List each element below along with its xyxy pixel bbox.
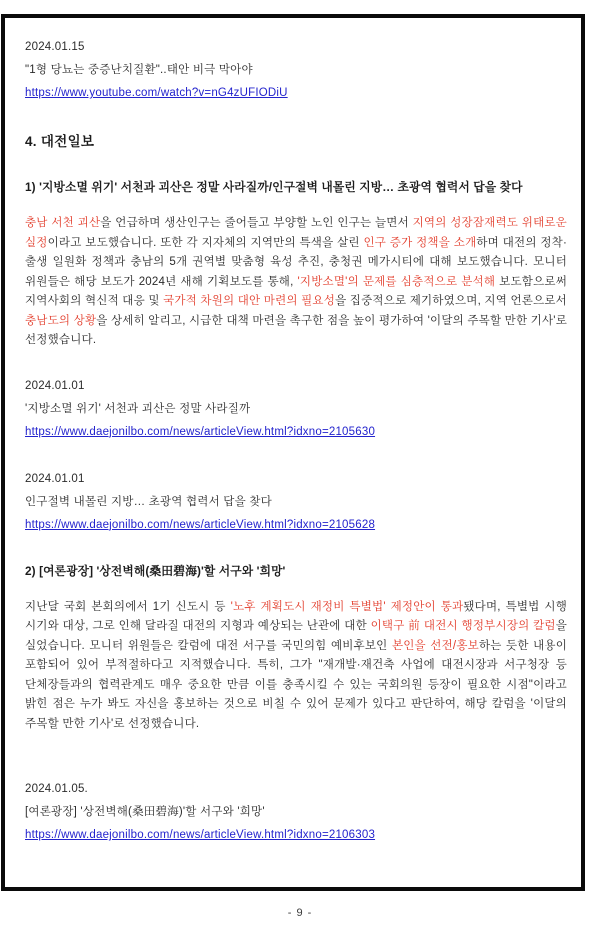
body-text: 하는 듯한 내용이 포함되어 있어 부적절하다고 지적했습니다. 특히, 그가 "재개발·재건축 사업에 대전시장과 서구청장 등 단체장들과의 협력관계도 매우 중요한 만큼 이를 충족시킬 수 있는 국회의원 등장이 필요한 시점"이라고 밝힌 점은 누가 봐도 자신을 홍보하는 것으로 비칠 수 있어 문제가 있다고 판단하여, 해당 칼럼을 '이달의 주목할 만한 기사'로 선정했습니다. <box>25 639 567 730</box>
highlighted-text: 충남도의 상황 <box>25 314 97 327</box>
article-title: "1형 당뇨는 중증난치질환"..태안 비극 막아야 <box>25 64 253 76</box>
body-text: 을 실었습니다. 모니터 위원들은 칼럼에 대전 서구를 국민의힘 예비후보인 <box>25 620 567 652</box>
top-article-block <box>25 36 567 105</box>
body-text: 이라고 보도했습니다. 또한 각 지자체의 지역만의 특색을 살린 <box>47 236 364 249</box>
highlighted-text: 본인을 선전/홍보 <box>391 639 479 652</box>
highlighted-text: 인구 증가 정책을 소개 <box>363 236 477 249</box>
item1-article-1 <box>25 375 567 444</box>
article-link[interactable]: https://www.youtube.com/watch?v=nG4zUFIODiU <box>25 87 288 99</box>
body-text: 을 언급하며 생산인구는 줄어들고 부양할 노인 인구는 늘면서 <box>100 217 413 229</box>
article-title: [여론광장] '상전벽해(桑田碧海)'할 서구와 '희망' <box>25 806 265 818</box>
item1-article-2 <box>25 468 567 537</box>
article-title: 인구절벽 내몰린 지방… 초광역 협력서 답을 찾다 <box>25 495 272 508</box>
item1-review-paragraph <box>25 214 567 351</box>
item1-heading: 1) '지방소멸 위기' 서천과 괴산은 정말 사라질까/인구절벽 내몰린 지방… 초광역 협력서 답을 찾다 <box>25 180 523 194</box>
item2-heading: 2) [여론광장] '상전벽해(桑田碧海)'할 서구와 '희망' <box>25 563 286 578</box>
article-date: 2024.01.01 <box>25 472 85 485</box>
article-title: '지방소멸 위기' 서천과 괴산은 정말 사라질까 <box>25 402 251 415</box>
body-text: 됐다며, 특별법 시행 시기와 대상, 그로 인해 달라질 대전의 지형과 예상되는 난관에 대한 <box>25 600 567 632</box>
article-date: 2024.01.05. <box>25 783 88 795</box>
body-text: 지난달 국회 본회의에서 1기 신도시 등 <box>25 600 231 613</box>
body-text: 을 상세히 알리고, 시급한 대책 마련을 촉구한 점을 높이 평가하여 '이달의 주목할 만한 기사'로 선정했습니다. <box>25 314 567 346</box>
page-content <box>25 22 567 883</box>
body-text: 하며 대전의 정착·출생 일원화 정책과 충남의 5개 권역별 맞춤형 육성 추진, 충청권 메가시티에 대해 보도했습니다. 모니터 위원들은 해당 보도가 2024년 새해 기획보도를 통해, <box>25 236 567 288</box>
highlighted-text: 충남 서천 괴산 <box>25 217 101 229</box>
body-text: 을 집중적으로 제기하였으며, 지역 언론으로서 <box>335 295 567 307</box>
item2-review-paragraph <box>25 598 567 735</box>
highlighted-text: '노후 계획도시 재정비 특별법' 제정안이 통과 <box>230 600 464 613</box>
article-link[interactable]: https://www.daejonilbo.com/news/articleView.html?idxno=2105630 <box>25 425 376 438</box>
article-date: 2024.01.01 <box>25 379 85 392</box>
article-link[interactable]: https://www.daejonilbo.com/news/articleView.html?idxno=2106303 <box>25 829 376 841</box>
highlighted-text: '지방소멸'의 문제를 심층적으로 분석해 <box>297 275 496 288</box>
article-date: 2024.01.15 <box>25 41 85 53</box>
page-border <box>1 14 585 891</box>
article-link[interactable]: https://www.daejonilbo.com/news/articleView.html?idxno=2105628 <box>25 518 376 531</box>
item2-article-1 <box>25 778 567 847</box>
highlighted-text: 국가적 차원의 대안 마련의 필요성 <box>163 295 336 307</box>
body-text: 보도함으로써 지역사회의 혁신적 대응 및 <box>25 275 567 307</box>
section-title: 4. 대전일보 <box>25 134 95 149</box>
page-number: - 9 - <box>287 907 313 919</box>
highlighted-text: 이택구 前 대전시 행정부시장의 칼럼 <box>370 620 556 632</box>
highlighted-text: 지역의 성장잠재력도 위태로운 실정 <box>25 217 567 249</box>
